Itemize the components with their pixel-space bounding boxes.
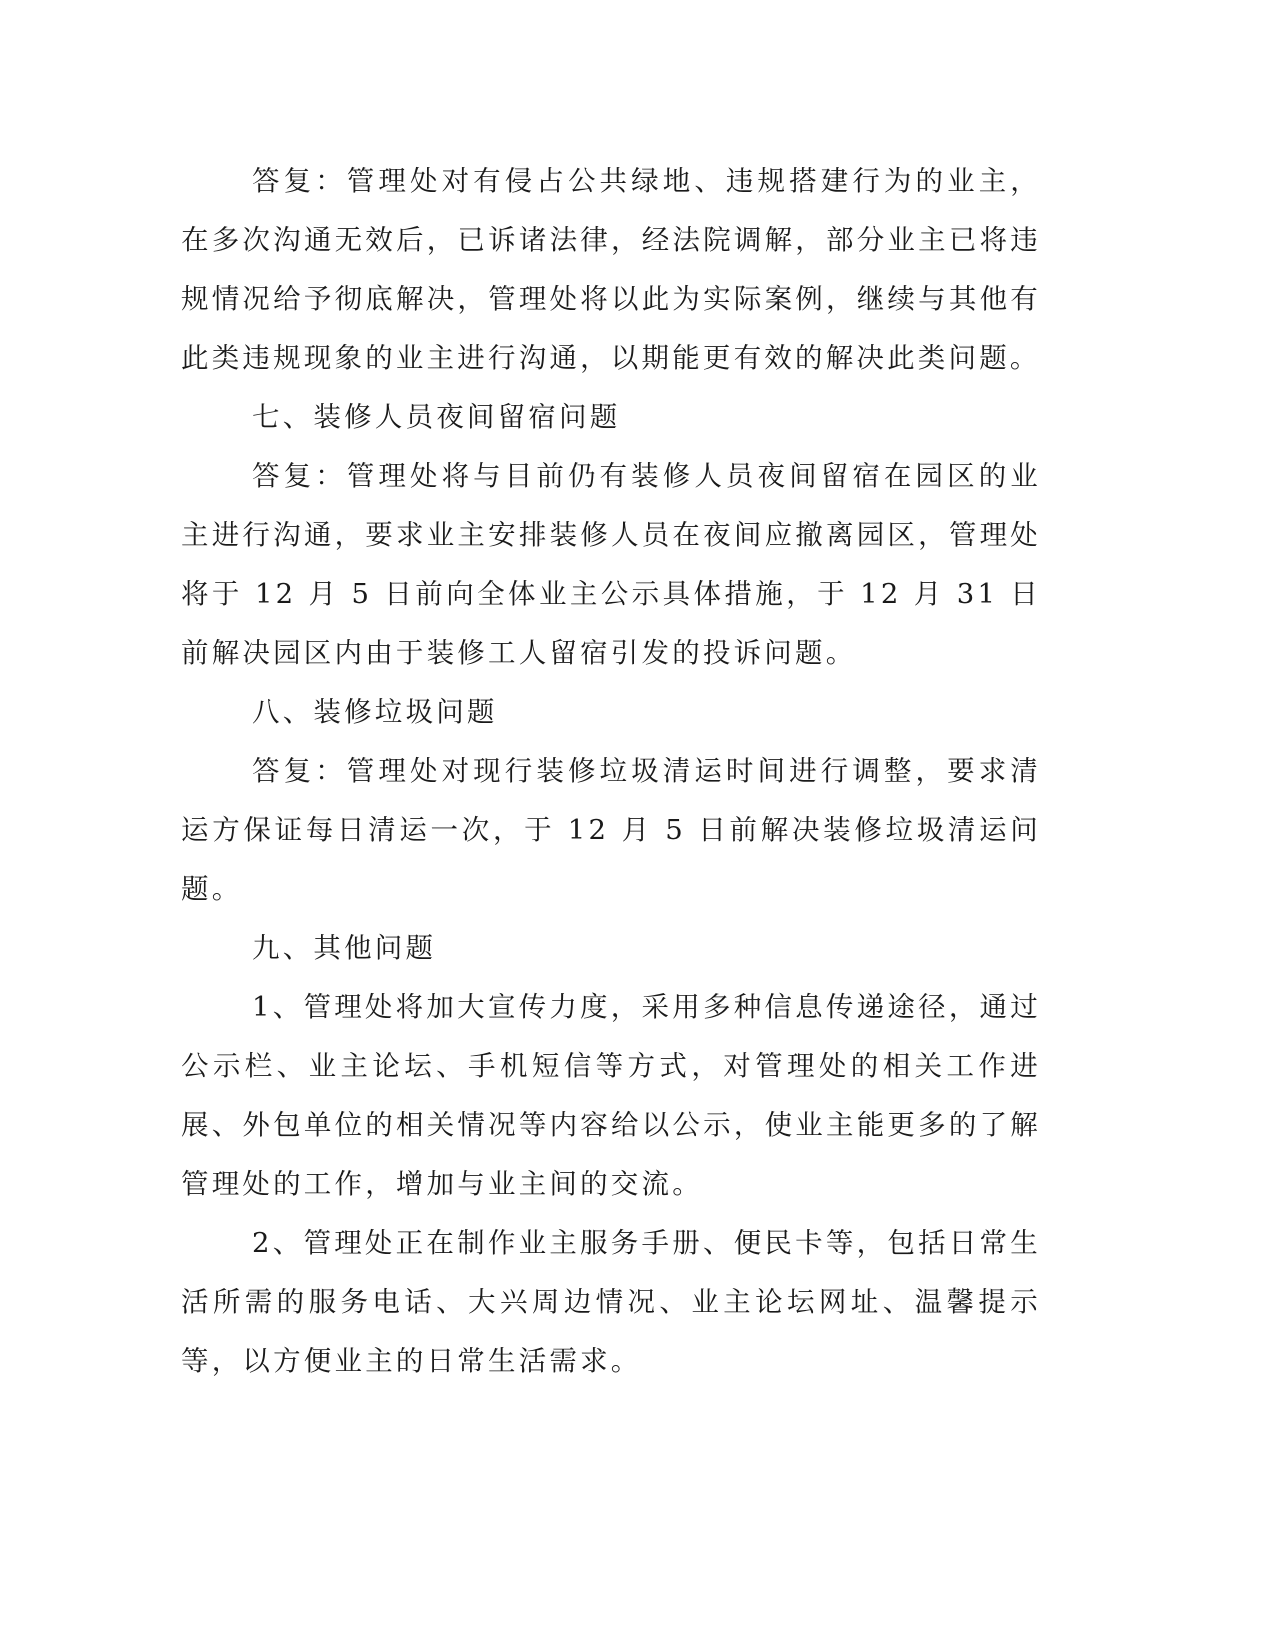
- section-heading-nine: 九、其他问题: [252, 932, 437, 964]
- answer-paragraph-renovation-waste: 答复：管理处对现行装修垃圾清运时间进行调整，要求清运方保证每日清运一次，于 12 月 5 日前解决装修垃圾清运问题。: [181, 755, 1041, 905]
- answer-paragraph-overnight-workers: 答复：管理处将与目前仍有装修人员夜间留宿在园区的业主进行沟通，要求业主安排装修人员在夜间应撤离园区，管理处将于 12 月 5 日前向全体业主公示具体措施，于 12 月 31 日前解决园区内由于装修工人留宿引发的投诉问题。: [181, 460, 1041, 669]
- section-heading-eight: 八、装修垃圾问题: [252, 696, 498, 728]
- section-heading-seven: 七、装修人员夜间留宿问题: [252, 401, 621, 433]
- list-item-service-handbook: 2、管理处正在制作业主服务手册、便民卡等，包括日常生活所需的服务电话、大兴周边情况、业主论坛网址、温馨提示等，以方便业主的日常生活需求。: [181, 1227, 1041, 1377]
- list-item-publicity: 1、管理处将加大宣传力度，采用多种信息传递途径，通过公示栏、业主论坛、手机短信等方式，对管理处的相关工作进展、外包单位的相关情况等内容给以公示，使业主能更多的了解管理处的工作，增加与业主间的交流。: [181, 991, 1041, 1200]
- answer-paragraph-illegal-construction: 答复：管理处对有侵占公共绿地、违规搭建行为的业主，在多次沟通无效后，已诉诸法律，经法院调解，部分业主已将违规情况给予彻底解决，管理处将以此为实际案例，继续与其他有此类违规现象的业主进行沟通，以期能更有效的解决此类问题。: [181, 165, 1041, 374]
- document-page: [181, 152, 1041, 1391]
